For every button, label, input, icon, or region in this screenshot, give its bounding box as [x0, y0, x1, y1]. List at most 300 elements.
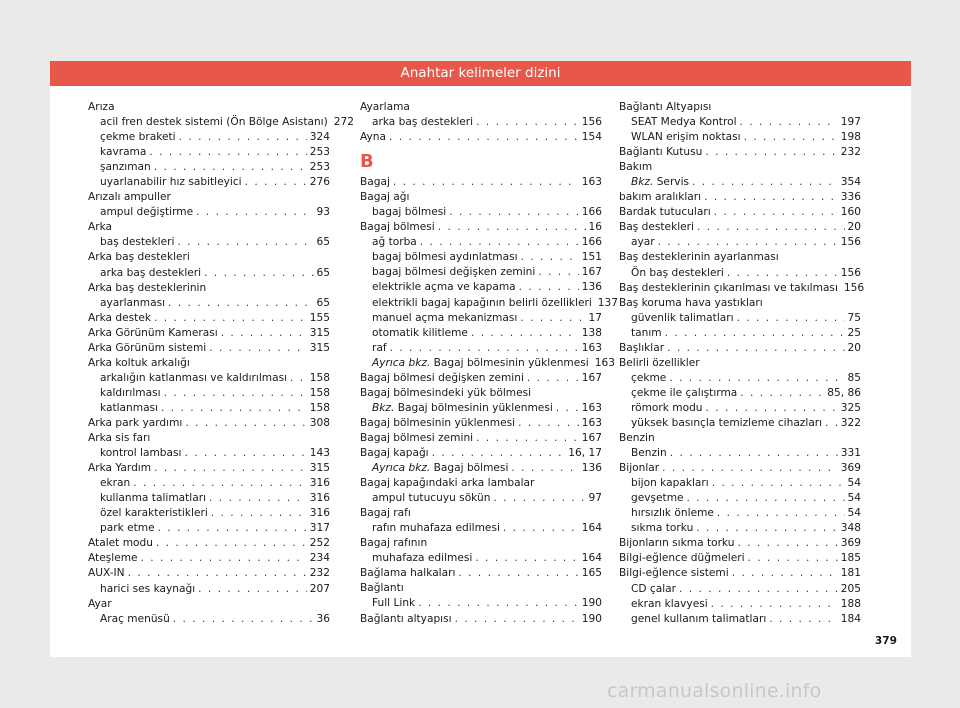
entry-text: WLAN erişim noktası: [631, 131, 741, 144]
dot-leader: [732, 566, 838, 581]
entry-term: [372, 250, 518, 265]
index-subentry: [88, 521, 330, 536]
dot-leader: [658, 235, 838, 250]
dot-leader: [665, 326, 845, 341]
index-entry: [619, 296, 861, 311]
entry-term: [372, 491, 490, 506]
index-entry: [88, 551, 330, 566]
entry-text: Arka destek: [88, 311, 151, 324]
entry-text: Bağlantı Altyapısı: [619, 101, 712, 113]
entry-page-ref: 163: [594, 356, 615, 369]
entry-text: Arka park yardımı: [88, 416, 183, 429]
entry-page-ref: 181: [840, 567, 861, 580]
entry-page-ref: 185: [840, 552, 861, 565]
entry-text: bagaj bölmesi aydınlatması: [372, 251, 518, 264]
index-subentry: [88, 582, 330, 597]
entry-term: [100, 612, 170, 627]
index-entry: [88, 311, 330, 326]
index-entry: [619, 356, 861, 371]
entry-term: [619, 100, 711, 115]
entry-page-ref: 272: [333, 116, 354, 129]
dot-leader: [432, 446, 566, 461]
entry-text: Bagaj: [360, 176, 390, 189]
entry-term: [88, 250, 190, 265]
entry-text: Bijonların sıkma torku: [619, 537, 735, 550]
index-subentry: [88, 205, 330, 220]
entry-page-ref: 155: [309, 311, 330, 324]
entry-term: [372, 311, 517, 326]
dot-leader: [204, 266, 313, 281]
dot-leader: [475, 551, 578, 566]
dot-leader: [737, 536, 837, 551]
index-entry: [360, 220, 602, 235]
index-subentry: [88, 130, 330, 145]
index-subentry: [360, 356, 615, 371]
dot-leader: [556, 401, 579, 416]
entry-term: [631, 175, 689, 190]
entry-text: çekme: [631, 371, 667, 384]
entry-page-ref: 163: [581, 341, 602, 354]
dot-leader: [503, 521, 579, 536]
page-number: 379: [874, 635, 897, 647]
index-subentry: [360, 265, 602, 280]
entry-term: [631, 371, 666, 386]
entry-text: güvenlik talimatları: [631, 311, 734, 324]
dot-leader: [455, 612, 579, 627]
entry-term: [100, 160, 151, 175]
index-subentry: [88, 296, 330, 311]
index-subentry: [360, 311, 602, 326]
entry-text: ampul değiştirme: [100, 206, 194, 219]
entry-page-ref: 253: [309, 146, 330, 159]
index-entry: [360, 371, 602, 386]
index-subentry: [360, 491, 602, 506]
dot-leader: [727, 266, 838, 281]
entry-page-ref: 252: [309, 537, 330, 550]
dot-leader: [737, 311, 845, 326]
dot-leader: [390, 341, 579, 356]
entry-text: çekme braketi: [100, 131, 176, 144]
entry-text: Bilgi-eğlence düğmeleri: [619, 552, 745, 565]
entry-page-ref: 184: [840, 612, 861, 625]
entry-page-ref: 36: [316, 612, 330, 625]
dot-leader: [221, 326, 307, 341]
index-subentry: [619, 371, 861, 386]
index-subentry: [88, 235, 330, 250]
entry-text: Bagaj rafının: [360, 537, 428, 550]
index-subentry: [619, 582, 861, 597]
entry-page-ref: 164: [581, 552, 602, 565]
index-subentry: [88, 476, 330, 491]
index-entry: [88, 566, 330, 581]
index-page: [50, 61, 911, 657]
entry-page-ref: 207: [309, 582, 330, 595]
dot-leader: [211, 506, 307, 521]
dot-leader: [458, 566, 578, 581]
entry-page-ref: 232: [840, 146, 861, 159]
index-subentry: [88, 160, 330, 175]
entry-page-ref: 190: [581, 612, 602, 625]
entry-text: acil fren destek sistemi (Ön Bölge Asistanı): [100, 116, 328, 129]
entry-text: ayar: [631, 236, 655, 249]
dot-leader: [527, 371, 579, 386]
dot-leader: [538, 265, 578, 280]
index-subentry: [88, 115, 354, 130]
index-entry: [88, 250, 330, 265]
entry-page-ref: 315: [309, 341, 330, 354]
dot-leader: [825, 416, 838, 431]
entry-page-ref: 197: [840, 116, 861, 129]
entry-text: Benzin: [631, 447, 667, 460]
entry-term: [619, 250, 779, 265]
dot-leader: [149, 145, 306, 160]
entry-term: [360, 371, 524, 386]
entry-text: Bagaj kapağı: [360, 446, 429, 459]
entry-text: Bilgi-eğlence sistemi: [619, 567, 729, 580]
entry-term: [372, 401, 553, 416]
dot-leader: [154, 160, 307, 175]
entry-term: [631, 266, 724, 281]
entry-text: arka baş destekleri: [100, 266, 202, 279]
dot-leader: [705, 145, 837, 160]
entry-text: muhafaza edilmesi: [372, 552, 473, 565]
entry-term: [88, 311, 151, 326]
entry-page-ref: 253: [309, 161, 330, 174]
entry-page-ref: 137: [597, 296, 619, 309]
dot-leader: [393, 175, 579, 190]
entry-page-ref: 151: [581, 251, 602, 264]
index-entry: [619, 551, 861, 566]
see-also-label: Bkz.: [631, 176, 654, 189]
entry-term: [631, 476, 709, 491]
entry-text: Başlıklar: [619, 341, 665, 354]
entry-text: Arızalı ampuller: [88, 191, 171, 204]
entry-page-ref: 163: [581, 401, 602, 414]
index-entry: [360, 581, 602, 596]
entry-page-ref: 166: [581, 206, 602, 219]
entry-term: [88, 461, 151, 476]
entry-text: Bagaj bölmesindeki yük bölmesi: [360, 386, 532, 399]
entry-text: Bagaj bölmesinin yüklenmesi: [360, 416, 516, 429]
entry-page-ref: 65: [316, 236, 330, 249]
entry-term: [360, 446, 429, 461]
entry-text: Atalet modu: [88, 537, 153, 550]
entry-term: [619, 296, 763, 311]
dot-leader: [740, 115, 838, 130]
dot-leader: [519, 280, 579, 295]
entry-page-ref: 158: [309, 371, 330, 384]
dot-leader: [511, 461, 578, 476]
entry-term: [88, 551, 138, 566]
entry-text: Arka Görünüm Kamerası: [88, 326, 218, 339]
entry-term: [100, 386, 161, 401]
index-subentry: [360, 235, 602, 250]
dot-leader: [420, 235, 579, 250]
entry-term: [372, 551, 472, 566]
entry-term: [631, 597, 708, 612]
entry-text: kullanma talimatları: [100, 492, 207, 505]
entry-text: Bakım: [619, 161, 653, 174]
dot-leader: [168, 296, 313, 311]
entry-page-ref: 17: [588, 311, 602, 324]
entry-page-ref: 156: [840, 236, 861, 249]
entry-page-ref: 324: [309, 131, 330, 144]
entry-text: şanzıman: [100, 161, 151, 174]
entry-term: [100, 506, 208, 521]
entry-term: [88, 416, 182, 431]
dot-leader: [667, 341, 844, 356]
entry-page-ref: 232: [309, 567, 330, 580]
dot-leader: [245, 175, 307, 190]
index-subentry: [619, 130, 861, 145]
entry-term: [619, 461, 659, 476]
entry-text: gevşetme: [631, 492, 684, 505]
entry-term: [619, 566, 729, 581]
entry-page-ref: 65: [316, 266, 330, 279]
entry-text: CD çalar: [631, 582, 677, 595]
dot-leader: [156, 536, 307, 551]
index-entry: [619, 461, 861, 476]
entry-text: Ayar: [88, 597, 112, 610]
index-column-3: [619, 100, 865, 627]
index-subentry: [619, 326, 861, 341]
see-also-label: Ayrıca bkz.: [372, 462, 431, 475]
dot-leader: [196, 205, 313, 220]
entry-page-ref: 167: [581, 431, 602, 444]
entry-page-ref: 166: [581, 236, 602, 249]
entry-page-ref: 325: [840, 401, 861, 414]
entry-page-ref: 167: [581, 266, 602, 279]
entry-page-ref: 20: [847, 221, 861, 234]
entry-page-ref: 156: [581, 116, 602, 129]
entry-term: [360, 536, 427, 551]
index-subentry: [619, 597, 861, 612]
entry-term: [100, 130, 176, 145]
dot-leader: [670, 446, 838, 461]
dot-leader: [748, 551, 838, 566]
entry-term: [619, 551, 745, 566]
entry-term: [372, 341, 387, 356]
entry-text: yüksek basınçla temizleme cihazları: [631, 416, 823, 429]
section-letter: B: [360, 151, 374, 173]
entry-text: Bagaj bölmesinin yüklenmesi: [430, 356, 589, 369]
entry-term: [360, 566, 455, 581]
index-entry: [88, 461, 330, 476]
entry-page-ref: 154: [581, 131, 602, 144]
index-subentry: [619, 521, 861, 536]
entry-text: Servis: [653, 176, 690, 189]
entry-text: Bagaj bölmesinin yüklenmesi: [394, 401, 553, 414]
index-subentry: [619, 266, 861, 281]
index-entry: [619, 536, 861, 551]
index-entry: [88, 431, 330, 446]
index-entry: [619, 100, 861, 115]
entry-term: [360, 476, 534, 491]
index-subentry: [619, 612, 861, 627]
dot-leader: [520, 311, 585, 326]
entry-term: [88, 431, 150, 446]
dot-leader: [696, 521, 837, 536]
entry-page-ref: 234: [309, 552, 330, 565]
index-entry: [619, 145, 861, 160]
entry-text: arka baş destekleri: [372, 116, 474, 129]
index-subentry: [360, 596, 602, 611]
entry-page-ref: 190: [581, 597, 602, 610]
dot-leader: [184, 446, 306, 461]
index-subentry: [88, 266, 330, 281]
dot-leader: [521, 250, 579, 265]
entry-term: [619, 145, 702, 160]
index-subentry: [88, 491, 330, 506]
index-subentry: [88, 612, 330, 627]
entry-page-ref: 85, 86: [827, 386, 861, 399]
entry-term: [360, 175, 390, 190]
entry-page-ref: 316: [309, 477, 330, 490]
entry-term: [100, 476, 130, 491]
dot-leader: [438, 220, 586, 235]
dot-leader: [141, 551, 307, 566]
entry-term: [360, 386, 531, 401]
index-subentry: [88, 386, 330, 401]
dot-leader: [662, 461, 838, 476]
dot-leader: [714, 205, 838, 220]
entry-page-ref: 348: [840, 522, 861, 535]
index-subentry: [360, 521, 602, 536]
entry-term: [631, 386, 737, 401]
entry-page-ref: 354: [840, 176, 861, 189]
dot-leader: [669, 371, 844, 386]
entry-page-ref: 331: [840, 447, 861, 460]
entry-term: [360, 431, 473, 446]
entry-text: ayarlanması: [100, 296, 166, 309]
entry-text: Baş desteklerinin ayarlanması: [619, 251, 779, 264]
index-entry: [619, 190, 861, 205]
entry-text: manuel açma mekanizması: [372, 311, 518, 324]
dot-leader: [687, 491, 845, 506]
entry-text: Bagaj ağı: [360, 191, 410, 204]
index-entry: [619, 431, 861, 446]
dot-leader: [717, 506, 845, 521]
dot-leader: [449, 205, 579, 220]
index-subentry: [619, 491, 861, 506]
entry-text: katlanması: [100, 401, 159, 414]
entry-term: [360, 506, 411, 521]
entry-page-ref: 198: [840, 131, 861, 144]
entry-text: çekme ile çalıştırma: [631, 386, 738, 399]
entry-text: Arka Görünüm sistemi: [88, 341, 207, 354]
entry-text: baş destekleri: [100, 236, 175, 249]
entry-page-ref: 167: [581, 371, 602, 384]
entry-term: [88, 566, 125, 581]
entry-page-ref: 369: [840, 462, 861, 475]
index-subentry: [88, 145, 330, 160]
see-also-label: Bkz.: [372, 401, 395, 414]
entry-page-ref: 205: [840, 582, 861, 595]
index-subentry: [619, 386, 861, 401]
entry-term: [372, 326, 468, 341]
entry-text: Bagaj kapağındaki arka lambalar: [360, 477, 535, 490]
index-entry: [88, 536, 330, 551]
dot-leader: [476, 431, 579, 446]
entry-page-ref: 16, 17: [568, 446, 602, 459]
entry-term: [88, 100, 115, 115]
entry-text: Bağlantı altyapısı: [360, 612, 452, 625]
entry-text: elektrikle açma ve kapama: [372, 281, 516, 294]
entry-term: [360, 100, 410, 115]
entry-text: hırsızlık önleme: [631, 507, 714, 520]
entry-text: ampul tutucuyu sökün: [372, 492, 491, 505]
index-entry: [360, 130, 602, 145]
watermark-text: carmanualsonline.info: [607, 680, 822, 702]
dot-leader: [679, 582, 838, 597]
entry-term: [631, 506, 714, 521]
index-subentry: [619, 416, 861, 431]
dot-leader: [198, 582, 307, 597]
entry-page-ref: 315: [309, 462, 330, 475]
dot-leader: [769, 612, 838, 627]
entry-term: [619, 356, 700, 371]
entry-page-ref: 163: [581, 416, 602, 429]
entry-page-ref: 188: [840, 597, 861, 610]
dot-leader: [154, 311, 307, 326]
dot-leader: [706, 401, 838, 416]
entry-page-ref: 16: [588, 221, 602, 234]
entry-text: Belirli özellikler: [619, 356, 700, 369]
entry-page-ref: 97: [588, 492, 602, 505]
entry-text: Arka: [88, 221, 113, 234]
dot-leader: [154, 461, 307, 476]
entry-term: [88, 220, 112, 235]
entry-text: bagaj bölmesi değişken zemini: [372, 266, 536, 279]
entry-text: Full Link: [372, 597, 416, 610]
index-subentry: [619, 311, 861, 326]
entry-text: kavrama: [100, 146, 147, 159]
index-entry: [619, 566, 861, 581]
dot-leader: [173, 612, 314, 627]
index-entry: [360, 431, 602, 446]
index-entry: [360, 506, 602, 521]
entry-page-ref: 369: [840, 537, 861, 550]
entry-term: [88, 356, 190, 371]
entry-term: [619, 205, 711, 220]
dot-leader: [161, 401, 307, 416]
index-entry: [360, 175, 602, 190]
entry-term: [88, 341, 206, 356]
entry-term: [360, 190, 409, 205]
index-entry: [88, 356, 330, 371]
dot-leader: [471, 326, 579, 341]
entry-term: [100, 371, 287, 386]
index-subentry: [360, 461, 602, 476]
entry-text: uyarlanabilir hız sabitleyici: [100, 176, 242, 189]
index-subentry: [619, 175, 861, 190]
dot-leader: [164, 386, 307, 401]
entry-term: [631, 311, 734, 326]
entry-term: [372, 205, 446, 220]
dot-leader: [185, 416, 306, 431]
entry-page-ref: 20: [847, 341, 861, 354]
index-subentry: [619, 446, 861, 461]
entry-text: Ateşleme: [88, 552, 138, 565]
entry-term: [360, 220, 435, 235]
entry-term: [631, 326, 662, 341]
entry-term: [372, 521, 500, 536]
entry-text: bijon kapakları: [631, 477, 709, 490]
entry-term: [100, 491, 206, 506]
index-entry: [360, 536, 602, 551]
index-subentry: [360, 551, 602, 566]
entry-text: Bagaj bölmesi: [360, 221, 435, 234]
